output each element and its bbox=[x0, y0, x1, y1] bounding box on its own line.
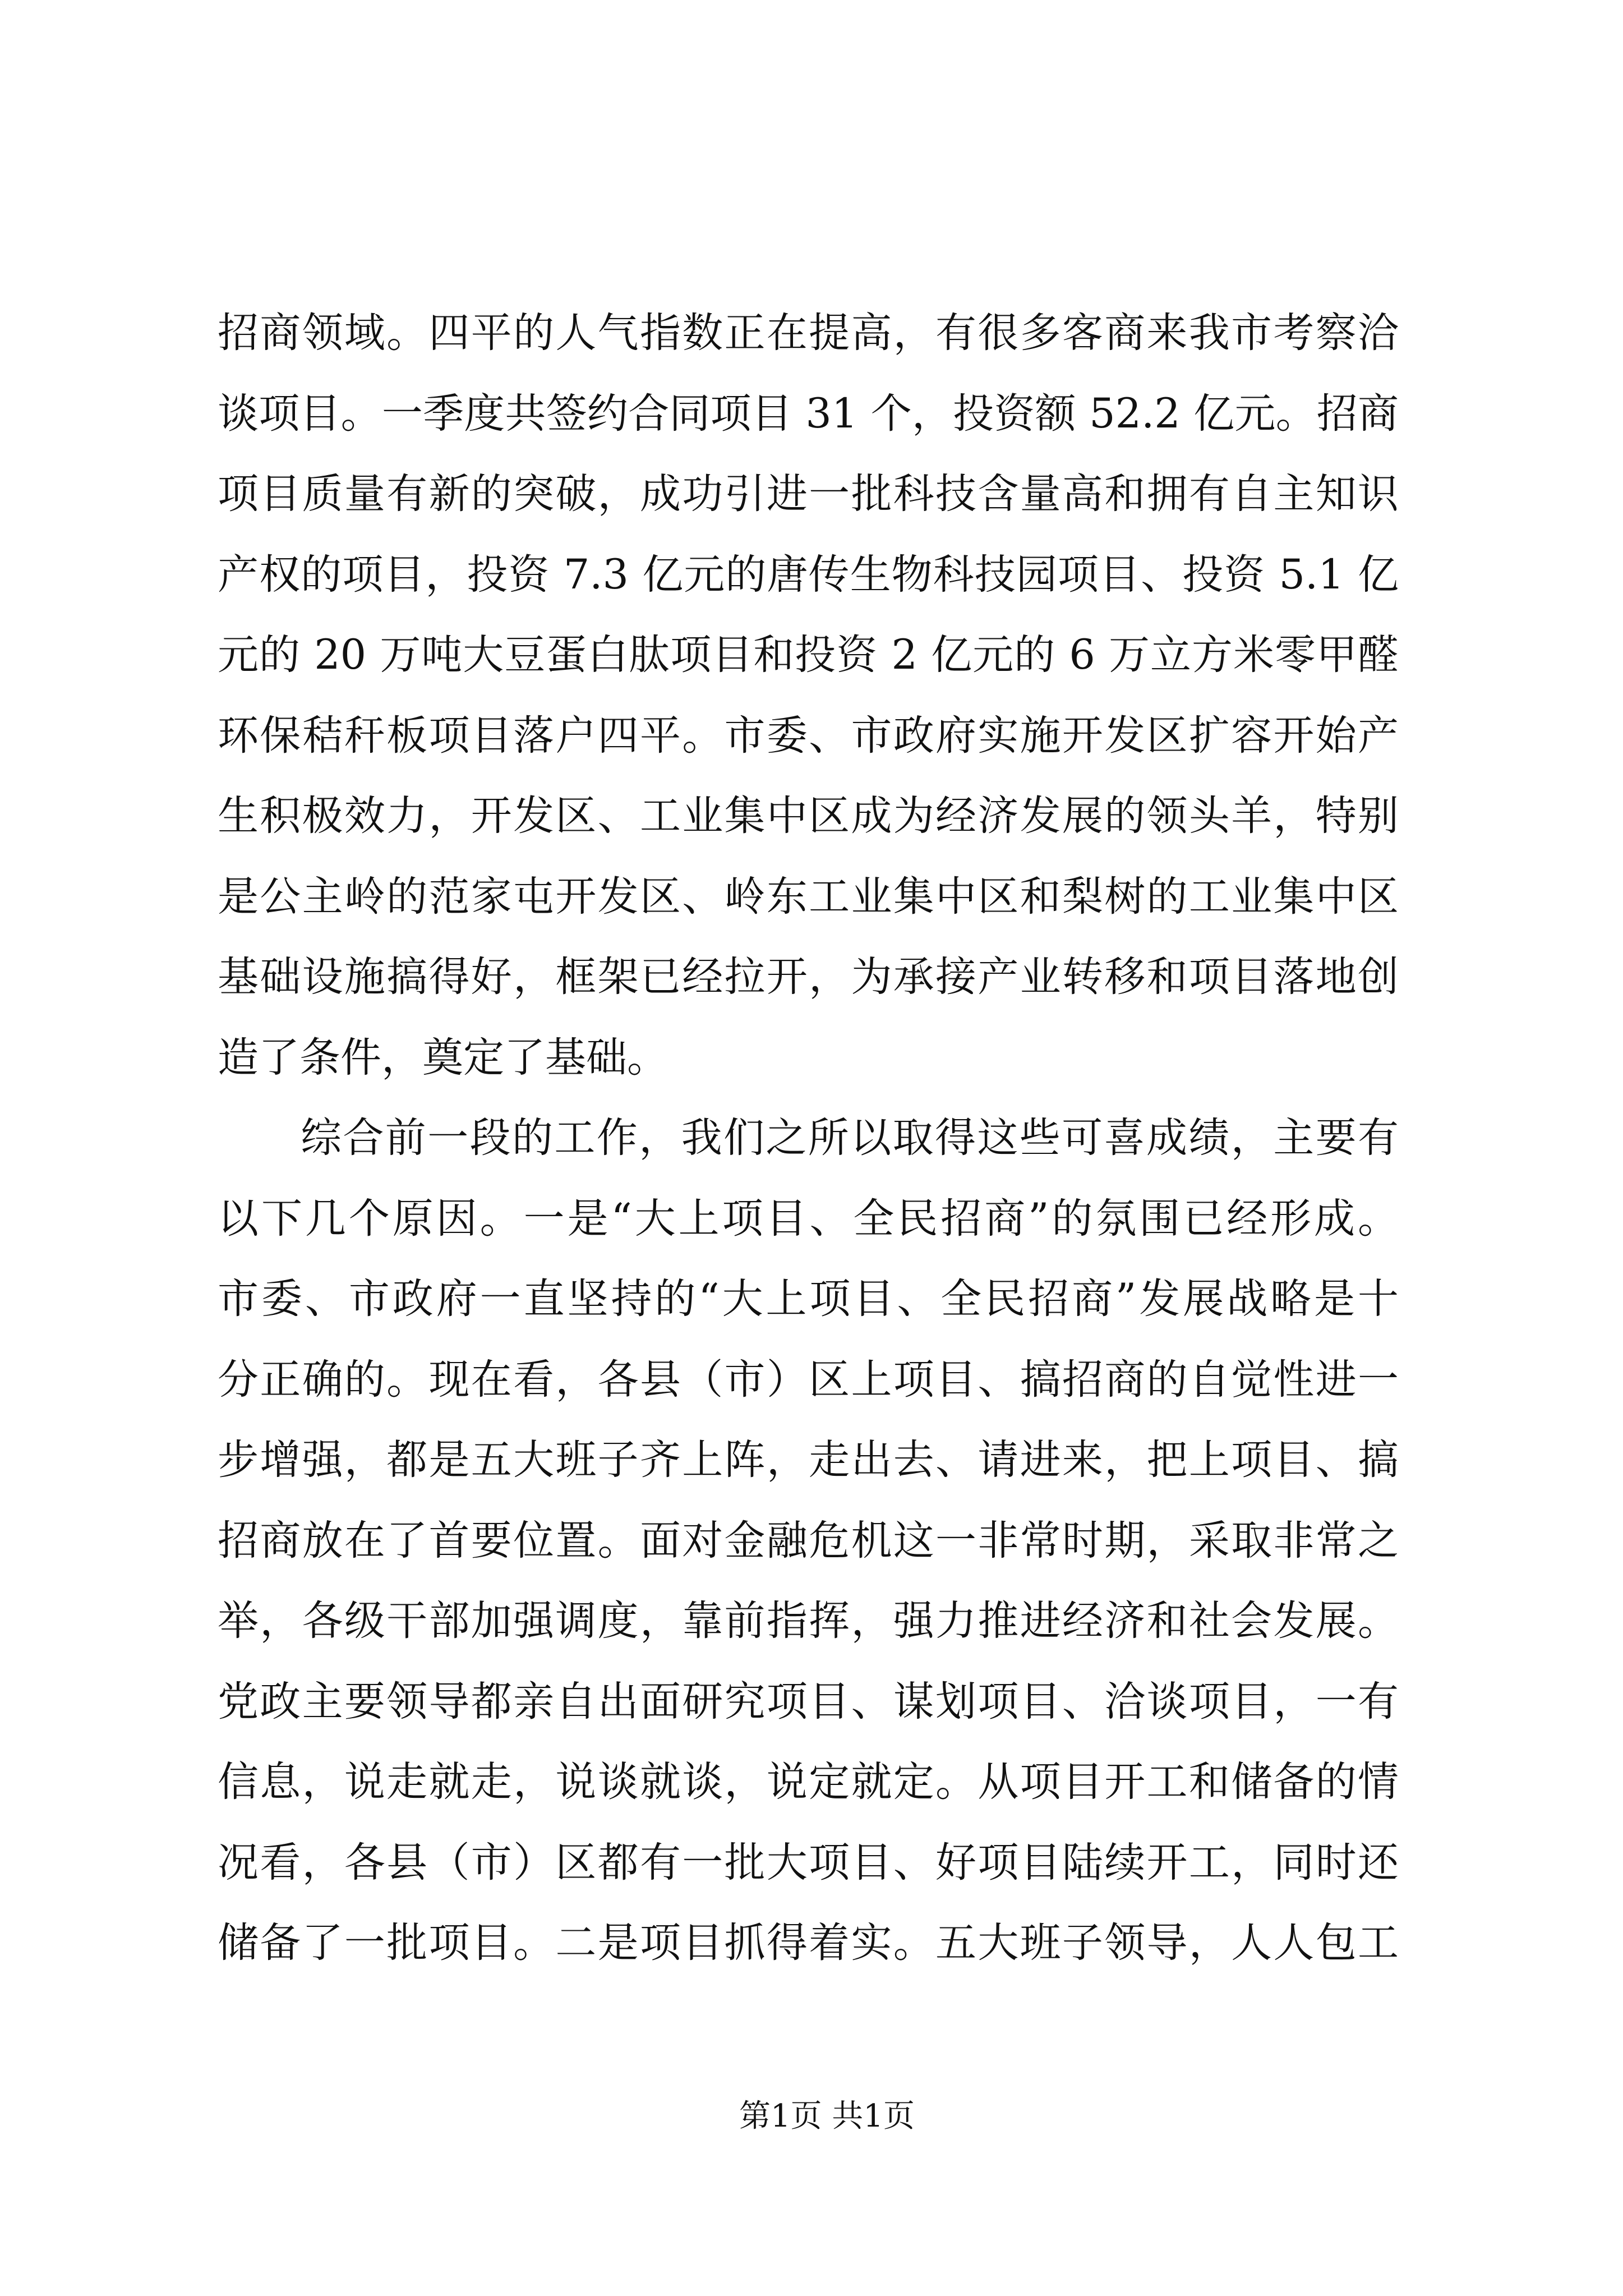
paragraph-line: 况看，各县（市）区都有一批大项目、好项目陆续开工，同时还 bbox=[218, 1838, 1399, 1887]
paragraph-line: 储备了一批项目。二是项目抓得着实。五大班子领导，人人包工 bbox=[218, 1919, 1399, 1967]
paragraph-line: 元的 20 万吨大豆蛋白肽项目和投资 2 亿元的 6 万立方米零甲醛 bbox=[218, 631, 1399, 679]
paragraph-line: 综合前一段的工作，我们之所以取得这些可喜成绩，主要有 bbox=[301, 1114, 1399, 1162]
paragraph-line: 造了条件，奠定了基础。 bbox=[218, 1033, 668, 1082]
paragraph-line: 市委、市政府一直坚持的“大上项目、全民招商”发展战略是十 bbox=[218, 1275, 1399, 1323]
paragraph-line: 信息，说走就走，说谈就谈，说定就定。从项目开工和储备的情 bbox=[218, 1758, 1399, 1806]
paragraph-line: 举，各级干部加强调度，靠前指挥，强力推进经济和社会发展。 bbox=[218, 1597, 1399, 1645]
paragraph-1 bbox=[218, 293, 1399, 1098]
paragraph-line: 谈项目。一季度共签约合同项目 31 个，投资额 52.2 亿元。招商 bbox=[218, 389, 1399, 438]
paragraph-line: 招商领域。四平的人气指数正在提高，有很多客商来我市考察洽 bbox=[218, 309, 1399, 357]
paragraph-line: 产权的项目，投资 7.3 亿元的唐传生物科技园项目、投资 5.1 亿 bbox=[218, 550, 1399, 599]
page-number-footer: 第1页 共1页 bbox=[739, 2098, 915, 2134]
paragraph-line: 是公主岭的范家屯开发区、岭东工业集中区和梨树的工业集中区 bbox=[218, 872, 1399, 921]
paragraph-line: 步增强，都是五大班子齐上阵，走出去、请进来，把上项目、搞 bbox=[218, 1436, 1399, 1484]
paragraph-line: 基础设施搞得好，框架已经拉开，为承接产业转移和项目落地创 bbox=[218, 953, 1399, 1001]
paragraph-2 bbox=[218, 1098, 1399, 1984]
paragraph-line: 党政主要领导都亲自出面研究项目、谋划项目、洽谈项目，一有 bbox=[218, 1677, 1399, 1726]
body-text bbox=[218, 293, 1399, 1984]
paragraph-line: 分正确的。现在看，各县（市）区上项目、搞招商的自觉性进一 bbox=[218, 1355, 1399, 1404]
paragraph-line: 生积极效力，开发区、工业集中区成为经济发展的领头羊，特别 bbox=[218, 792, 1399, 840]
paragraph-line: 招商放在了首要位置。面对金融危机这一非常时期，采取非常之 bbox=[218, 1516, 1399, 1565]
paragraph-line: 项目质量有新的突破，成功引进一批科技含量高和拥有自主知识 bbox=[218, 470, 1399, 518]
paragraph-line: 以下几个原因。一是“大上项目、全民招商”的氛围已经形成。 bbox=[218, 1194, 1399, 1243]
paragraph-line: 环保秸秆板项目落户四平。市委、市政府实施开发区扩容开始产 bbox=[218, 711, 1399, 760]
